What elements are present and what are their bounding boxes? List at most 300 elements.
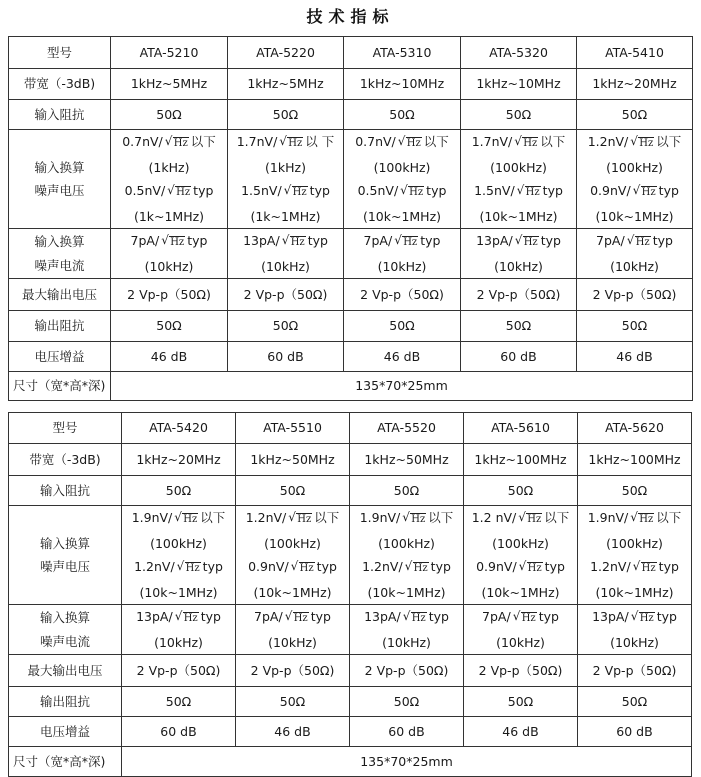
sqrt-hz-symbol xyxy=(633,181,657,205)
sqrt-unit: Hz xyxy=(521,613,536,624)
cell-noise-current xyxy=(111,229,228,279)
row-bandwidth xyxy=(9,444,692,476)
cell-model: ATA-5610 xyxy=(464,413,578,444)
noise-max-condition: (1kHz) xyxy=(148,159,190,175)
noise-typ-condition: (10k~1MHz) xyxy=(595,584,674,600)
cell-max-output-voltage: 2 Vp-p（50Ω) xyxy=(461,279,577,311)
noise-suffix: 以下 xyxy=(200,510,226,525)
row-label: 输入阻抗 xyxy=(9,100,111,130)
cell-max-output-voltage: 2 Vp-p（50Ω) xyxy=(122,655,236,687)
noise-value: 1.2 nV/ xyxy=(471,510,517,525)
noise-suffix: 以下 xyxy=(540,134,566,149)
sqrt-hz-symbol xyxy=(517,181,541,205)
noise-typ-line xyxy=(236,555,349,581)
noise-value: 1.2nV/ xyxy=(587,134,629,149)
cell-noise-current xyxy=(577,229,693,279)
radical-sign-icon: √ xyxy=(518,559,527,573)
cell-noise-voltage xyxy=(578,506,692,605)
noise-current-condition: (10kHz) xyxy=(610,258,659,274)
sqrt-hz-symbol xyxy=(515,231,539,255)
noise-value: 0.7nV/ xyxy=(122,134,163,149)
sqrt-hz-symbol xyxy=(284,181,308,205)
cell-model: ATA-5420 xyxy=(122,413,236,444)
cell-noise-voltage xyxy=(350,506,464,605)
noise-value: 1.2nV/ xyxy=(245,510,287,525)
sqrt-hz-symbol xyxy=(394,231,418,255)
row-voltage-gain xyxy=(9,717,692,747)
sqrt-unit: Hz xyxy=(299,563,314,574)
noise-max-line xyxy=(577,130,692,156)
sqrt-unit: Hz xyxy=(290,237,305,248)
cell-input-impedance: 50Ω xyxy=(122,476,236,506)
noise-suffix: 以下 xyxy=(656,510,682,525)
row-dimensions xyxy=(9,747,692,777)
spec-table-1 xyxy=(8,36,693,401)
radical-sign-icon: √ xyxy=(514,233,523,247)
cell-bandwidth: 1kHz~100MHz xyxy=(578,444,692,476)
radical-sign-icon: √ xyxy=(176,559,185,573)
sqrt-hz-symbol xyxy=(161,231,185,255)
row-label-line: 输入换算 xyxy=(39,535,90,551)
sqrt-unit: Hz xyxy=(183,514,198,525)
cell-model: ATA-5620 xyxy=(578,413,692,444)
sqrt-hz-symbol xyxy=(630,132,654,156)
noise-value: 1.9nV/ xyxy=(131,510,173,525)
radical-sign-icon: √ xyxy=(174,510,182,524)
noise-suffix: 以下 xyxy=(423,134,449,149)
sqrt-hz-symbol xyxy=(174,508,198,532)
row-label xyxy=(9,229,111,279)
cell-dimensions: 135*70*25mm xyxy=(122,747,692,777)
noise-max-condition: (100kHz) xyxy=(264,535,321,551)
row-noise-current xyxy=(9,605,692,655)
noise-suffix: 以 下 xyxy=(305,134,335,149)
cell-output-impedance: 50Ω xyxy=(228,311,344,342)
sqrt-unit: Hz xyxy=(641,187,656,198)
cell-output-impedance: 50Ω xyxy=(111,311,228,342)
row-label-line: 输入换算 xyxy=(34,159,85,175)
noise-suffix: typ xyxy=(420,233,441,248)
radical-sign-icon: √ xyxy=(283,183,292,197)
noise-typ-condition: (10k~1MHz) xyxy=(253,584,332,600)
cell-bandwidth: 1kHz~10MHz xyxy=(344,69,461,100)
cell-max-output-voltage: 2 Vp-p（50Ω) xyxy=(344,279,461,311)
cell-noise-current xyxy=(122,605,236,655)
radical-sign-icon: √ xyxy=(630,609,639,623)
cell-output-impedance: 50Ω xyxy=(577,311,693,342)
noise-current-line xyxy=(464,605,577,631)
noise-suffix: 以下 xyxy=(544,510,570,525)
cell-voltage-gain: 46 dB xyxy=(236,717,350,747)
cell-noise-voltage xyxy=(464,506,578,605)
noise-typ-line xyxy=(228,179,343,205)
sqrt-hz-symbol xyxy=(398,132,422,156)
noise-suffix: typ xyxy=(426,183,447,198)
sqrt-unit: Hz xyxy=(523,138,538,149)
noise-suffix: typ xyxy=(540,233,561,248)
radical-sign-icon: √ xyxy=(632,183,641,197)
cell-input-impedance: 50Ω xyxy=(578,476,692,506)
cell-input-impedance: 50Ω xyxy=(228,100,344,130)
sqrt-hz-symbol xyxy=(288,508,312,532)
cell-input-impedance: 50Ω xyxy=(111,100,228,130)
radical-sign-icon: √ xyxy=(281,233,290,247)
noise-current-line xyxy=(122,605,235,631)
sqrt-unit: Hz xyxy=(409,187,424,198)
noise-max-condition: (100kHz) xyxy=(490,159,547,175)
noise-suffix: typ xyxy=(316,559,337,574)
row-input-impedance xyxy=(9,100,693,130)
cell-bandwidth: 1kHz~50MHz xyxy=(350,444,464,476)
noise-suffix: 以下 xyxy=(314,510,340,525)
cell-noise-voltage xyxy=(111,130,228,229)
row-label: 电压增益 xyxy=(9,717,122,747)
noise-typ-condition: (10k~1MHz) xyxy=(481,584,560,600)
noise-value: 1.7nV/ xyxy=(471,134,513,149)
row-label-line: 噪声电压 xyxy=(39,559,90,574)
row-label: 输入阻抗 xyxy=(9,476,122,506)
cell-max-output-voltage: 2 Vp-p（50Ω) xyxy=(578,655,692,687)
cell-noise-current xyxy=(236,605,350,655)
noise-value: 1.2nV/ xyxy=(362,559,403,574)
radical-sign-icon: √ xyxy=(514,134,522,148)
noise-max-line xyxy=(461,130,576,156)
sqrt-unit: Hz xyxy=(527,514,542,525)
sqrt-hz-symbol xyxy=(513,607,537,631)
row-model xyxy=(9,413,692,444)
cell-voltage-gain: 60 dB xyxy=(350,717,464,747)
noise-max-line xyxy=(344,130,460,156)
sqrt-unit: Hz xyxy=(406,138,421,149)
noise-current-condition: (10kHz) xyxy=(144,258,194,274)
noise-value: 1.5nV/ xyxy=(474,183,515,198)
row-max-output-voltage xyxy=(9,279,693,311)
radical-sign-icon: √ xyxy=(397,134,406,148)
radical-sign-icon: √ xyxy=(626,233,635,247)
noise-typ-line xyxy=(577,179,692,205)
cell-output-impedance: 50Ω xyxy=(344,311,461,342)
cell-max-output-voltage: 2 Vp-p（50Ω) xyxy=(228,279,344,311)
sqrt-unit: Hz xyxy=(292,187,307,198)
noise-max-condition: (100kHz) xyxy=(606,159,663,175)
sqrt-unit: Hz xyxy=(413,563,428,574)
noise-current-line xyxy=(236,605,349,631)
noise-typ-line xyxy=(461,179,576,205)
sqrt-unit: Hz xyxy=(525,187,540,198)
cell-input-impedance: 50Ω xyxy=(464,476,578,506)
sqrt-hz-symbol xyxy=(514,132,538,156)
noise-suffix: typ xyxy=(187,233,208,248)
noise-typ-condition: (10k~1MHz) xyxy=(367,584,446,600)
radical-sign-icon: √ xyxy=(402,609,411,623)
row-output-impedance xyxy=(9,687,692,717)
radical-sign-icon: √ xyxy=(164,134,173,148)
cell-noise-current xyxy=(350,605,464,655)
noise-suffix: typ xyxy=(538,609,559,624)
row-label: 型号 xyxy=(9,413,122,444)
radical-sign-icon: √ xyxy=(512,609,521,623)
cell-noise-current xyxy=(228,229,344,279)
row-label: 输出阻抗 xyxy=(9,687,122,717)
noise-value: 7pA/ xyxy=(482,609,511,624)
cell-input-impedance: 50Ω xyxy=(236,476,350,506)
noise-value: 13pA/ xyxy=(592,609,629,624)
sqrt-hz-symbol xyxy=(285,607,309,631)
row-bandwidth xyxy=(9,69,693,100)
noise-value: 13pA/ xyxy=(476,233,513,248)
row-label: 最大输出电压 xyxy=(9,655,122,687)
noise-value: 0.7nV/ xyxy=(355,134,396,149)
radical-sign-icon: √ xyxy=(400,183,408,197)
noise-current-condition: (10kHz) xyxy=(494,258,543,274)
radical-sign-icon: √ xyxy=(630,134,638,148)
noise-typ-line xyxy=(578,555,691,581)
cell-voltage-gain: 46 dB xyxy=(111,342,228,372)
noise-suffix: typ xyxy=(193,183,214,198)
sqrt-unit: Hz xyxy=(411,613,426,624)
sqrt-hz-symbol xyxy=(291,557,315,581)
cell-input-impedance: 50Ω xyxy=(344,100,461,130)
radical-sign-icon: √ xyxy=(630,510,638,524)
radical-sign-icon: √ xyxy=(402,510,410,524)
radical-sign-icon: √ xyxy=(632,559,641,573)
radical-sign-icon: √ xyxy=(161,233,169,247)
noise-suffix: typ xyxy=(652,233,673,248)
cell-noise-current xyxy=(578,605,692,655)
noise-current-line xyxy=(461,229,576,255)
cell-max-output-voltage: 2 Vp-p（50Ω) xyxy=(464,655,578,687)
row-label: 带宽（-3dB) xyxy=(9,69,111,100)
noise-current-line xyxy=(577,229,692,255)
noise-max-condition: (1kHz) xyxy=(265,159,306,175)
noise-max-line xyxy=(350,506,463,532)
noise-value: 13pA/ xyxy=(136,609,173,624)
noise-current-line xyxy=(111,229,227,255)
sqrt-unit: Hz xyxy=(411,514,426,525)
noise-suffix: typ xyxy=(202,559,223,574)
row-label: 尺寸（宽*高*深) xyxy=(9,372,111,401)
cell-output-impedance: 50Ω xyxy=(578,687,692,717)
radical-sign-icon: √ xyxy=(394,233,402,247)
sqrt-hz-symbol xyxy=(633,557,657,581)
noise-suffix: typ xyxy=(200,609,221,624)
sqrt-hz-symbol xyxy=(402,508,426,532)
row-noise-current xyxy=(9,229,693,279)
noise-typ-condition: (10k~1MHz) xyxy=(595,208,674,224)
radical-sign-icon: √ xyxy=(279,134,287,148)
noise-value: 0.5nV/ xyxy=(124,183,166,198)
noise-value: 1.9nV/ xyxy=(359,510,401,525)
noise-value: 0.5nV/ xyxy=(357,183,399,198)
noise-current-condition: (10kHz) xyxy=(261,258,310,274)
sqrt-unit: Hz xyxy=(641,563,656,574)
noise-max-line xyxy=(111,130,227,156)
cell-noise-current xyxy=(344,229,461,279)
row-label-line: 噪声电压 xyxy=(34,183,85,198)
cell-max-output-voltage: 2 Vp-p（50Ω) xyxy=(577,279,693,311)
noise-value: 1.9nV/ xyxy=(587,510,629,525)
radical-sign-icon: √ xyxy=(167,183,175,197)
noise-max-line xyxy=(228,130,343,156)
noise-max-line xyxy=(578,506,691,532)
noise-typ-condition: (10k~1MHz) xyxy=(362,208,442,224)
cell-voltage-gain: 46 dB xyxy=(577,342,693,372)
noise-suffix: 以下 xyxy=(428,510,454,525)
noise-value: 7pA/ xyxy=(363,233,393,248)
noise-current-condition: (10kHz) xyxy=(268,634,317,650)
noise-value: 7pA/ xyxy=(596,233,625,248)
row-label-line: 输入换算 xyxy=(34,234,85,249)
cell-voltage-gain: 60 dB xyxy=(228,342,344,372)
row-output-impedance xyxy=(9,311,693,342)
cell-voltage-gain: 46 dB xyxy=(344,342,461,372)
row-dimensions xyxy=(9,372,693,401)
cell-output-impedance: 50Ω xyxy=(461,311,577,342)
cell-model: ATA-5220 xyxy=(228,37,344,69)
cell-output-impedance: 50Ω xyxy=(236,687,350,717)
sqrt-hz-symbol xyxy=(177,557,201,581)
noise-suffix: typ xyxy=(542,183,563,198)
cell-voltage-gain: 60 dB xyxy=(122,717,236,747)
cell-noise-voltage xyxy=(461,130,577,229)
sqrt-hz-symbol xyxy=(519,557,543,581)
cell-voltage-gain: 46 dB xyxy=(464,717,578,747)
spec-table-2 xyxy=(8,412,692,777)
sqrt-unit: Hz xyxy=(185,563,200,574)
cell-output-impedance: 50Ω xyxy=(122,687,236,717)
noise-max-condition: (100kHz) xyxy=(150,535,207,551)
noise-suffix: 以下 xyxy=(190,134,216,149)
sqrt-unit: Hz xyxy=(527,563,542,574)
cell-input-impedance: 50Ω xyxy=(577,100,693,130)
noise-value: 1.5nV/ xyxy=(241,183,282,198)
cell-dimensions: 135*70*25mm xyxy=(111,372,693,401)
cell-model: ATA-5410 xyxy=(577,37,693,69)
cell-bandwidth: 1kHz~20MHz xyxy=(122,444,236,476)
row-label: 带宽（-3dB) xyxy=(9,444,122,476)
noise-typ-line xyxy=(344,179,460,205)
noise-suffix: 以下 xyxy=(656,134,682,149)
sqrt-hz-symbol xyxy=(400,181,424,205)
cell-noise-voltage xyxy=(577,130,693,229)
noise-value: 1.2nV/ xyxy=(134,559,175,574)
row-label-line: 输入换算 xyxy=(39,610,90,625)
cell-noise-voltage xyxy=(344,130,461,229)
radical-sign-icon: √ xyxy=(518,510,526,524)
noise-typ-condition: (10k~1MHz) xyxy=(479,208,558,224)
cell-bandwidth: 1kHz~50MHz xyxy=(236,444,350,476)
cell-noise-current xyxy=(464,605,578,655)
noise-current-condition: (10kHz) xyxy=(382,634,431,650)
noise-max-condition: (100kHz) xyxy=(606,535,663,551)
noise-typ-condition: (1k~1MHz) xyxy=(133,208,205,224)
sqrt-unit: Hz xyxy=(639,138,654,149)
cell-bandwidth: 1kHz~100MHz xyxy=(464,444,578,476)
noise-typ-line xyxy=(350,555,463,581)
sqrt-hz-symbol xyxy=(630,508,654,532)
row-label-line: 噪声电流 xyxy=(39,633,90,649)
noise-max-condition: (100kHz) xyxy=(378,535,435,551)
cell-model: ATA-5520 xyxy=(350,413,464,444)
sqrt-unit: Hz xyxy=(639,514,654,525)
noise-value: 0.9nV/ xyxy=(590,183,631,198)
row-label: 电压增益 xyxy=(9,342,111,372)
cell-bandwidth: 1kHz~5MHz xyxy=(228,69,344,100)
cell-model: ATA-5310 xyxy=(344,37,461,69)
row-label xyxy=(9,605,122,655)
cell-noise-voltage xyxy=(236,506,350,605)
radical-sign-icon: √ xyxy=(288,510,296,524)
noise-current-line xyxy=(578,605,691,631)
noise-value: 13pA/ xyxy=(243,233,280,248)
cell-bandwidth: 1kHz~10MHz xyxy=(461,69,577,100)
page-title: 技术指标 xyxy=(306,7,395,26)
sqrt-hz-symbol xyxy=(279,132,303,156)
row-model xyxy=(9,37,693,69)
noise-suffix: typ xyxy=(544,559,565,574)
noise-value: 13pA/ xyxy=(364,609,401,624)
noise-suffix: typ xyxy=(307,233,328,248)
radical-sign-icon: √ xyxy=(290,559,299,573)
cell-bandwidth: 1kHz~5MHz xyxy=(111,69,228,100)
sqrt-unit: Hz xyxy=(176,187,191,198)
noise-suffix: typ xyxy=(656,609,677,624)
row-input-impedance xyxy=(9,476,692,506)
cell-voltage-gain: 60 dB xyxy=(461,342,577,372)
cell-noise-current xyxy=(461,229,577,279)
cell-noise-voltage xyxy=(122,506,236,605)
radical-sign-icon: √ xyxy=(174,609,183,623)
row-label-line: 噪声电流 xyxy=(34,257,85,273)
noise-value: 1.7nV/ xyxy=(236,134,278,149)
sqrt-unit: Hz xyxy=(173,138,188,149)
noise-value: 7pA/ xyxy=(254,609,283,624)
sqrt-hz-symbol xyxy=(165,132,189,156)
cell-model: ATA-5210 xyxy=(111,37,228,69)
sqrt-hz-symbol xyxy=(167,181,191,205)
sqrt-unit: Hz xyxy=(183,613,198,624)
noise-current-line xyxy=(344,229,460,255)
row-label: 型号 xyxy=(9,37,111,69)
cell-model: ATA-5320 xyxy=(461,37,577,69)
sqrt-unit: Hz xyxy=(523,237,538,248)
sqrt-unit: Hz xyxy=(635,237,650,248)
noise-suffix: typ xyxy=(430,559,451,574)
cell-input-impedance: 50Ω xyxy=(350,476,464,506)
noise-suffix: typ xyxy=(310,609,331,624)
sqrt-unit: Hz xyxy=(297,514,312,525)
sqrt-unit: Hz xyxy=(293,613,308,624)
noise-typ-condition: (10k~1MHz) xyxy=(139,584,218,600)
noise-typ-condition: (1k~1MHz) xyxy=(250,208,321,224)
cell-max-output-voltage: 2 Vp-p（50Ω) xyxy=(236,655,350,687)
cell-output-impedance: 50Ω xyxy=(464,687,578,717)
sqrt-hz-symbol xyxy=(405,557,429,581)
sqrt-hz-symbol xyxy=(403,607,427,631)
noise-suffix: typ xyxy=(658,183,679,198)
noise-value: 1.2nV/ xyxy=(590,559,631,574)
noise-current-condition: (10kHz) xyxy=(496,634,545,650)
noise-typ-line xyxy=(122,555,235,581)
radical-sign-icon: √ xyxy=(404,559,413,573)
sqrt-unit: Hz xyxy=(403,237,418,248)
cell-bandwidth: 1kHz~20MHz xyxy=(577,69,693,100)
row-label xyxy=(9,130,111,229)
row-noise-voltage xyxy=(9,130,693,229)
noise-current-line xyxy=(350,605,463,631)
sqrt-unit: Hz xyxy=(288,138,303,149)
noise-current-line xyxy=(228,229,343,255)
